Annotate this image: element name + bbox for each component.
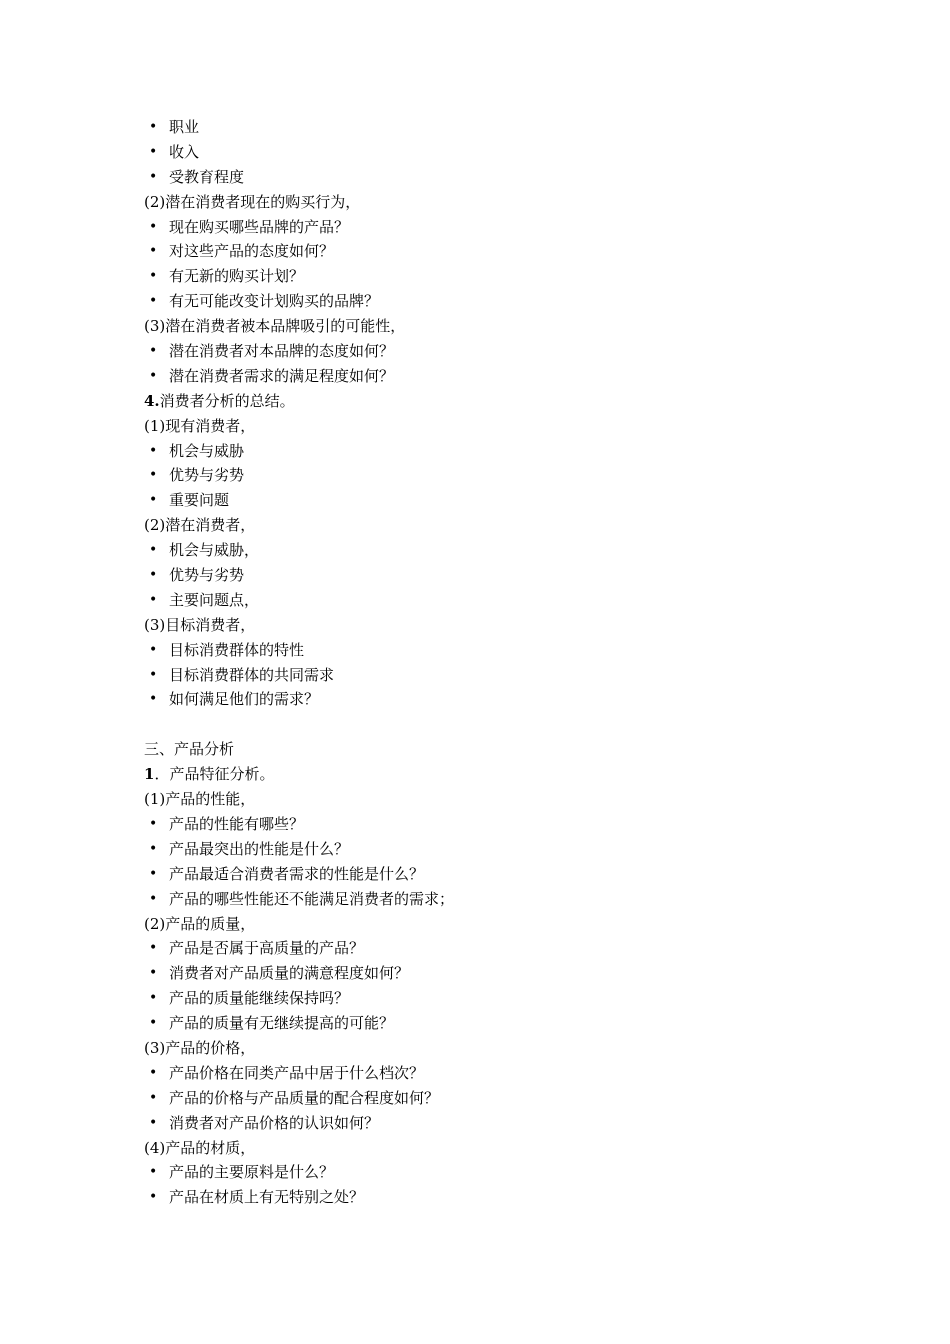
bullet-text: 职业 [169, 118, 200, 136]
bullet-text: 有无可能改变计划购买的品牌？ [169, 292, 380, 311]
bullet-icon: • [149, 567, 158, 584]
subsection-title: (2)产品的质量， [144, 914, 256, 933]
bullet-icon: • [149, 840, 158, 857]
bullet-item [144, 264, 844, 289]
bullet-icon: • [149, 1089, 158, 1106]
bullet-text: 消费者对产品价格的认识如何？ [169, 1113, 380, 1132]
bullet-item [144, 339, 844, 364]
bullet-text: 产品的主要原料是什么？ [169, 1163, 335, 1182]
bullet-text: 目标消费群体的共同需求 [169, 665, 335, 684]
bullet-icon: • [149, 940, 158, 957]
bullet-text: 主要问题点， [169, 590, 260, 609]
bullet-item [144, 663, 844, 688]
bullet-item [144, 563, 844, 588]
bullet-text: 产品价格在同类产品中居于什么档次？ [169, 1063, 425, 1082]
bullet-text: 产品的质量有无继续提高的可能？ [169, 1014, 395, 1033]
bullet-item [144, 812, 844, 837]
bullet-text: 现在购买哪些品牌的产品？ [169, 217, 350, 236]
bullet-icon: • [149, 293, 158, 310]
bullet-icon: • [149, 1015, 158, 1032]
bullet-text: 有无新的购买计划？ [169, 267, 305, 286]
bullet-icon: • [149, 666, 158, 683]
bullet-icon: • [149, 268, 158, 285]
heading-number: 1 [144, 765, 155, 784]
bullet-icon: • [149, 1064, 158, 1081]
bullet-item [144, 364, 844, 389]
bullet-text: 潜在消费者对本品牌的态度如何？ [169, 342, 395, 361]
subsection-title: (3)产品的价格， [144, 1038, 256, 1057]
bullet-item [144, 165, 844, 190]
bullet-text: 如何满足他们的需求？ [169, 690, 320, 709]
bullet-item [144, 289, 844, 314]
bullet-text: 机会与威胁 [169, 441, 245, 460]
bullet-icon: • [149, 119, 158, 135]
subsection-title: (2)潜在消费者现在的购买行为， [144, 192, 361, 211]
bullet-icon: • [149, 1189, 158, 1206]
bullet-text: 产品的哪些性能还不能满足消费者的需求； [169, 889, 455, 908]
bullet-item [144, 687, 844, 712]
bullet-item [144, 439, 844, 464]
bullet-text: 优势与劣势 [169, 566, 245, 585]
bullet-item [144, 1160, 844, 1185]
bullet-item [144, 538, 844, 563]
bullet-icon: • [149, 990, 158, 1007]
bullet-text: 目标消费群体的特性 [169, 640, 305, 659]
section-title: 三、产品分析 [144, 740, 235, 759]
bullet-icon: • [149, 442, 158, 459]
bullet-icon: • [149, 641, 158, 658]
bullet-item [144, 1011, 844, 1036]
bullet-text: 产品在材质上有无特别之处？ [169, 1188, 365, 1207]
subsection-title: (1)产品的性能， [144, 790, 256, 809]
bullet-item [144, 638, 844, 663]
bullet-item [144, 1061, 844, 1086]
document-body [144, 115, 844, 1210]
bullet-text: 产品的质量能继续保持吗？ [169, 989, 350, 1008]
bullet-text: 产品的性能有哪些？ [169, 814, 305, 833]
bullet-item [144, 115, 844, 140]
bullet-text: 潜在消费者需求的满足程度如何？ [169, 366, 395, 385]
bullet-item [144, 239, 844, 264]
numbered-heading [144, 762, 844, 787]
bullet-icon: • [149, 492, 158, 509]
bullet-icon: • [149, 691, 158, 708]
bullet-item [144, 588, 844, 613]
bullet-item [144, 986, 844, 1011]
bullet-item [144, 1111, 844, 1136]
blank-line [144, 712, 844, 737]
bullet-text: 产品是否属于高质量的产品？ [169, 939, 365, 958]
bullet-icon: • [149, 865, 158, 882]
bullet-text: 收入 [169, 142, 200, 161]
bullet-icon: • [149, 168, 158, 185]
bullet-item [144, 936, 844, 961]
bullet-text: 优势与劣势 [169, 466, 245, 485]
bullet-text: 受教育程度 [169, 167, 245, 186]
bullet-text: 对这些产品的态度如何？ [169, 242, 335, 261]
heading-text: ．产品特征分析。 [154, 765, 275, 784]
subsection-title: (3)潜在消费者被本品牌吸引的可能性， [144, 317, 406, 336]
bullet-text: 产品的价格与产品质量的配合程度如何？ [169, 1088, 440, 1107]
bullet-item [144, 463, 844, 488]
subsection-title: (4)产品的材质， [144, 1138, 256, 1157]
bullet-icon: • [149, 367, 158, 384]
bullet-icon: • [149, 1114, 158, 1131]
bullet-text: 产品最适合消费者需求的性能是什么？ [169, 864, 425, 883]
bullet-item [144, 862, 844, 887]
bullet-icon: • [149, 965, 158, 982]
subsection-title: (3)目标消费者， [144, 615, 256, 634]
bullet-text: 消费者对产品质量的满意程度如何？ [169, 964, 410, 983]
bullet-item [144, 1086, 844, 1111]
bullet-text: 产品最突出的性能是什么？ [169, 839, 350, 858]
bullet-item [144, 215, 844, 240]
bullet-icon: • [149, 591, 158, 608]
bullet-icon: • [149, 343, 158, 360]
bullet-item [144, 887, 844, 912]
bullet-icon: • [149, 1164, 158, 1181]
heading-text: 消费者分析的总结。 [159, 391, 295, 410]
bullet-icon: • [149, 243, 158, 260]
bullet-text: 机会与威胁， [169, 541, 260, 560]
subsection-title: (1)现有消费者， [144, 416, 256, 435]
subsection-title: (2)潜在消费者， [144, 516, 256, 535]
bullet-item [144, 837, 844, 862]
bullet-icon: • [149, 890, 158, 907]
bullet-item [144, 488, 844, 513]
bullet-icon: • [149, 218, 158, 235]
bullet-icon: • [149, 815, 158, 832]
heading-number: 4. [144, 391, 160, 410]
bullet-icon: • [149, 143, 158, 160]
bullet-item [144, 140, 844, 165]
bullet-icon: • [149, 467, 158, 484]
bullet-item [144, 961, 844, 986]
bullet-icon: • [149, 542, 158, 559]
bullet-item [144, 1185, 844, 1210]
numbered-heading [144, 389, 844, 414]
bullet-text: 重要问题 [169, 491, 230, 510]
